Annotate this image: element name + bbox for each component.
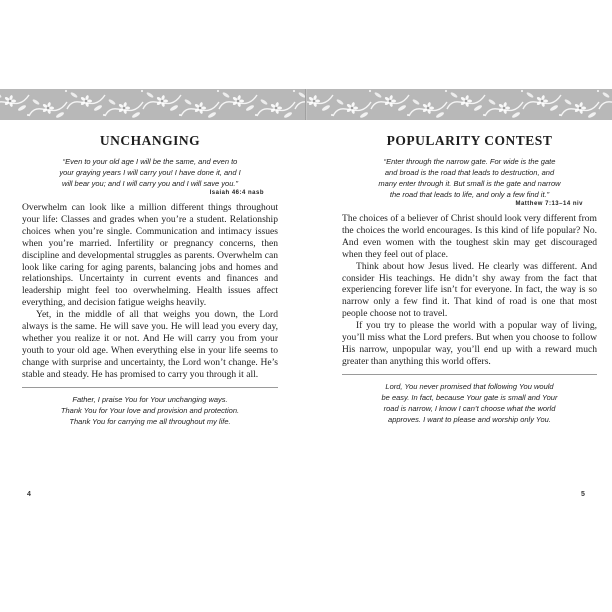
prayer-line: road is narrow, I know I can’t choose what the world xyxy=(383,403,556,413)
dot-ornament xyxy=(141,90,143,92)
leaf-ornament xyxy=(549,104,559,112)
page-number-right: 5 xyxy=(581,491,585,498)
flower-center xyxy=(275,107,278,110)
verse-line: the road that leads to life, and only a few find it.” xyxy=(389,190,550,199)
flower-petal xyxy=(163,100,168,103)
leaf-ornament xyxy=(397,104,407,112)
flower-petal xyxy=(543,100,548,103)
body-paragraph: Yet, in the middle of all that weighs you down, the Lord always is the same. He will save you. He will lead you every day, whether you realize it or not. And He will carry you from your youth to your old age. When everything else in your life seems to change with surprise and uncertainty, the Lord won’t change. He’s stable and steady. He has promised to carry you through it all. xyxy=(22,309,278,380)
prayer-line: Thank You for Your love and provision and protection. xyxy=(60,405,240,415)
leaf-ornament xyxy=(93,104,103,112)
leaf-ornament xyxy=(412,98,420,105)
leaf-ornament xyxy=(336,98,344,105)
flower-center xyxy=(389,100,392,103)
leaf-ornament xyxy=(146,91,154,98)
divider xyxy=(22,387,278,388)
flower-petal xyxy=(201,107,206,110)
vine-ornament xyxy=(599,95,612,109)
dot-ornament xyxy=(217,90,219,92)
verse-line: will bear you; and I will carry you and I will save you.” xyxy=(62,179,238,188)
right-prayer xyxy=(352,381,587,425)
leaf-ornament xyxy=(0,91,2,98)
leaf-ornament xyxy=(511,111,521,119)
right-page xyxy=(342,133,597,425)
leaf-ornament xyxy=(564,98,572,105)
flower-center xyxy=(351,107,354,110)
right-page-title: POPULARITY CONTEST xyxy=(386,133,553,148)
left-prayer xyxy=(32,394,268,427)
flower-petal xyxy=(467,100,472,103)
leaf-ornament xyxy=(602,91,610,98)
flower-petal xyxy=(391,100,396,103)
left-page xyxy=(22,133,278,427)
dot-ornament xyxy=(597,90,599,92)
flower-center xyxy=(199,107,202,110)
leaf-ornament xyxy=(70,91,78,98)
flower-petal xyxy=(11,100,16,103)
leaf-ornament xyxy=(169,104,179,112)
verse-line: your graying years I will carry you! I have done it, and I xyxy=(59,168,241,177)
leaf-ornament xyxy=(260,98,268,105)
leaf-ornament xyxy=(55,111,65,119)
leaf-ornament xyxy=(526,91,534,98)
leaf-ornament xyxy=(283,111,293,119)
flower-center xyxy=(541,100,544,103)
prayer-line: Father, I praise You for Your unchanging ways. xyxy=(72,394,228,404)
body-paragraph: Think about how Jesus lived. He clearly was different. And consider His teachings. He didn’t shy away from the fact that experiencing forever life isn’t for everyone. In fact, the way is so narrow only a few find it. That kind of road is one that most people choose not to travel. xyxy=(342,260,597,320)
flower-petal xyxy=(315,100,320,103)
page-number-left: 4 xyxy=(27,491,31,498)
dot-ornament xyxy=(521,90,523,92)
body-paragraph: The choices of a believer of Christ should look very different from the choices the world encourages. Is this kind of life popular? No. And even women with the toughest skin may get discouraged when they feel out of place. xyxy=(342,213,597,260)
left-page-title: UNCHANGING xyxy=(99,133,201,148)
body-paragraph: If you try to please the world with a popular way of living, you’ll miss what the Lord prefers. But when you choose to follow His narrow, unpopular way, you’ll end up with a reward much greater than anything this world offers. xyxy=(342,320,597,367)
leaf-ornament xyxy=(222,91,230,98)
verse-line: many enter through it. But small is the gate and narrow xyxy=(378,179,561,188)
prayer-line: be easy. In fact, because Your gate is small and Your xyxy=(381,392,558,402)
flower-petal xyxy=(239,100,244,103)
flower-petal xyxy=(125,107,130,110)
leaf-ornament xyxy=(321,104,331,112)
flower-petal xyxy=(87,100,92,103)
leaf-ornament xyxy=(374,91,382,98)
dot-ornament xyxy=(369,90,371,92)
flower-center xyxy=(579,107,582,110)
right-verse-reference: Matthew 7:13–14 niv xyxy=(515,201,583,207)
flower-center xyxy=(503,107,506,110)
flower-petal xyxy=(353,107,358,110)
leaf-ornament xyxy=(17,104,27,112)
flower-center xyxy=(85,100,88,103)
dot-ornament xyxy=(293,90,295,92)
prayer-line: approves. I want to please and worship only You. xyxy=(388,414,551,424)
leaf-ornament xyxy=(108,98,116,105)
right-body xyxy=(342,213,597,368)
flower-petal xyxy=(277,107,282,110)
flower-center xyxy=(123,107,126,110)
flower-center xyxy=(161,100,164,103)
dot-ornament xyxy=(65,90,67,92)
verse-line: “Even to your old age I will be the same, and even to xyxy=(62,157,238,166)
body-paragraph: Overwhelm can look like a million different things throughout your life: Classes and grades when you’re a student. Relationship choices when you’re single. Communication and intimacy issues when you’re married. Infertility or pregnancy concerns, then discipline and developmental struggles as parents. Overwhelm can look like caring for aging parents, balancing jobs and homes and relationships. Uncertainty in current events and finances and leadership might feel too overwhelming. Health issues affect everything, and decision fatigue weighs heavily. xyxy=(22,202,278,309)
flower-center xyxy=(313,100,316,103)
leaf-ornament xyxy=(587,111,597,119)
flower-center xyxy=(237,100,240,103)
left-verse-reference: Isaiah 46:4 nasb xyxy=(209,190,264,196)
prayer-line: Lord, You never promised that following You would xyxy=(385,381,554,391)
prayer-line: Thank You for carrying me all throughout my life. xyxy=(69,416,231,426)
verse-line: “Enter through the narrow gate. For wide is the gate xyxy=(383,157,556,166)
leaf-ornament xyxy=(473,104,483,112)
leaf-ornament xyxy=(32,98,40,105)
flower-petal xyxy=(429,107,434,110)
leaf-ornament xyxy=(488,98,496,105)
leaf-ornament xyxy=(131,111,141,119)
flower-center xyxy=(9,100,12,103)
flower-center xyxy=(427,107,430,110)
dot-ornament xyxy=(445,90,447,92)
flower-petal xyxy=(505,107,510,110)
leaf-ornament xyxy=(435,111,445,119)
left-body xyxy=(22,202,278,381)
flower-petal xyxy=(581,107,586,110)
leaf-ornament xyxy=(184,98,192,105)
flower-petal xyxy=(49,107,54,110)
left-verse xyxy=(30,156,270,189)
verse-line: and broad is the road that leads to destruction, and xyxy=(384,168,555,177)
leaf-ornament xyxy=(359,111,369,119)
flower-center xyxy=(465,100,468,103)
right-verse xyxy=(350,156,589,200)
leaf-ornament xyxy=(245,104,255,112)
leaf-ornament xyxy=(450,91,458,98)
leaf-ornament xyxy=(207,111,217,119)
divider xyxy=(342,374,597,375)
flower-center xyxy=(47,107,50,110)
book-spine xyxy=(305,89,307,120)
